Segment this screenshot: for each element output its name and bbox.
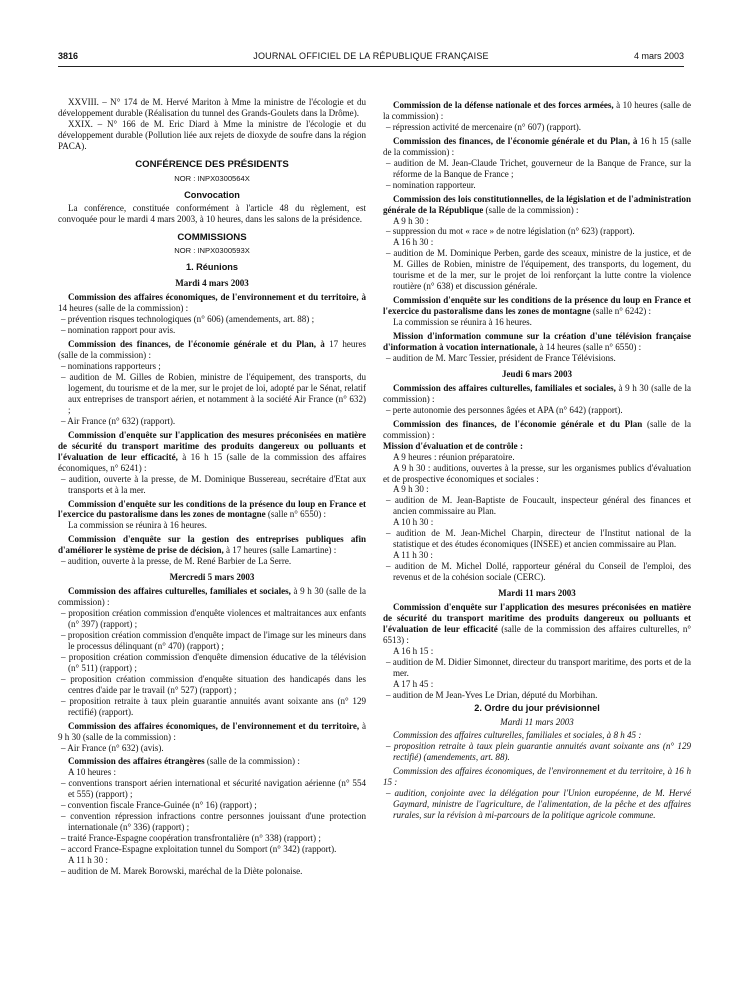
issue-date: 4 mars 2003 [633,51,684,61]
commission-name: Commission des affaires étrangères [68,756,205,767]
agenda-item: – audition, ouverte à la presse, de M. Dominique Bussereau, secrétaire d'Etat aux transports et à la mer. [61,473,366,495]
meeting-day: Mardi 11 mars 2003 [498,588,576,599]
meeting-time: A 17 h 45 : [393,678,434,689]
commission-name: Commission des affaires culturelles, familiales et sociales, [393,382,616,393]
commission-entry: Commission des affaires culturelles, familiales et sociales, à 8 h 45 : [393,730,642,741]
paragraph: La commission se réunira à 16 heures. [393,317,532,328]
commission-name: Commission des affaires économiques, de l'environnement et du territoire, [68,720,360,731]
commission-details: à 17 heures (salle Lamartine) : [223,545,337,556]
commission-entry [383,136,691,158]
agenda-item: – traité France-Espagne coopération transfrontalière (n° 338) (rapport) ; [61,833,321,844]
commission-details: à 9 h 30 (salle de la commission) : [58,586,366,608]
meeting-time: A 10 h 30 : [393,517,434,528]
left-column [58,97,366,877]
right-column [383,97,691,821]
commission-name: Commission d'enquête sur l'application des mesures préconisées en matière de sécurité du transport maritime des produits dangereux ou polluants et l'évaluation de leur efficacité, [58,429,366,462]
agenda-item: – proposition retraite à taux plein guarantie annuités avant soixante ans (n° 129 rectifié) (rapport). [61,695,366,717]
agenda-item: – audition de M. Jean-Michel Charpin, directeur de l'Institut national de la statistique et des études économiques (INSEE) et ancien commissaire au Plan. [386,528,691,550]
commission-name: Commission des affaires culturelles, familiales et sociales, [68,586,291,597]
agenda-item: – nominations rapporteurs ; [61,361,161,372]
agenda-item: – audition de M. Gilles de Robien, ministre de l'équipement, des transports, du logement, du tourisme et de la mer, sur le projet de loi, adopté par le Sénat, relatif aux entreprises de transport aérien, et notamment à la société Air France (n° 632) ; [61,372,366,415]
commission-entry [383,383,691,405]
agenda-item: – audition de M. Jean-Baptiste de Foucault, inspecteur général des finances et ancien commissaire au Plan. [386,495,691,517]
agenda-item: – suppression du mot « race » de notre législation (n° 623) (rapport). [386,226,635,237]
commission-name: Commission d'enquête sur les conditions de la présence du loup en France et l'exercice du pastoralisme dans les zones de montagne [383,295,691,317]
agenda-item: – conventions transport aérien international et sécurité navigation aérienne (n° 554 et 555) (rapport) ; [61,778,366,800]
agenda-item: – répression activité de mercenaire (n° 607) (rapport). [386,121,582,132]
commission-details: (salle de la commission) : [483,204,579,215]
agenda-item: – proposition création commission d'enquête impact de l'image sur les mineurs dans le processus délinquant (n° 470) (rapport) ; [61,629,366,651]
commission-entry [383,295,691,317]
agenda-item: – audition de M. Dominique Perben, garde des sceaux, ministre de la justice, et de M. Gilles de Robien, ministre de l'équipement, des transports, du logement, du tourisme et de la mer, sur le projet de loi renforçant la lutte contre la violence routière (n° 638) et discussion générale. [386,248,691,292]
subsection-heading: Convocation [184,189,240,200]
commission-entry [58,586,366,608]
commission-entry [58,339,366,361]
meeting-day: Mardi 4 mars 2003 [175,278,249,289]
commission-entry [58,499,366,521]
commission-details: (salle n° 6550) : [265,509,327,520]
section-heading: CONFÉRENCE DES PRÉSIDENTS [135,158,289,170]
agenda-item: – audition, conjointe avec la délégation pour l'Union européenne, de M. Hervé Gaymard, ministre de l'agriculture, de l'alimentation, de la pêche et des affaires rurales, sur la révision à mi-parcours de la politique agricole commune. [386,788,691,821]
commission-entry [383,602,691,646]
commission-details: à 10 heures (salle de la commission) : [383,100,691,121]
commission-details: à 14 heures (salle n° 6550) : [537,342,642,353]
commission-details: à 9 h 30 (salle de la commission) : [58,720,366,742]
commission-name: Commission d'enquête sur l'application des mesures préconisées en matière de sécurité du transport maritime des produits dangereux ou polluants et l'évaluation de leur efficacité [383,601,691,634]
agenda-item: – proposition création commission d'enquête violences et maltraitances aux enfants (n° 397) (rapport) ; [61,608,366,630]
commission-name: Commission des finances, de l'économie générale et du Plan [393,418,643,429]
meeting-time: A 9 heures : réunion préparatoire. [393,451,515,462]
section-heading: COMMISSIONS [177,231,247,243]
agenda-item: – Air France (n° 632) (avis). [61,742,164,753]
commission-entry [383,419,691,441]
meeting-day: Jeudi 6 mars 2003 [501,368,573,379]
header-rule [58,66,684,67]
meeting-time: A 9 h 30 : [393,215,429,226]
commission-details: (salle de la commission) : [383,418,691,440]
agenda-item: – proposition retraite à taux plein guarantie annuités avant soixante ans (n° 129 rectifié) (amendements, art. 88). [386,741,691,763]
commission-name: Commission des affaires économiques, de l'environnement et du territoire, à [68,292,366,303]
meeting-day: Mercredi 5 mars 2003 [169,572,255,583]
agenda-item: – prévention risques technologiques (n° 606) (amendements, art. 88) ; [61,314,315,325]
agenda-item: – proposition création commission d'enquête dimension éducative de la télévision (n° 511) (rapport) ; [61,651,366,673]
commission-entry [58,534,366,556]
agenda-item: – audition de M. Michel Dollé, rapporteur général du Conseil de l'emploi, des revenus et de la cohésion sociale (CERC). [386,561,691,583]
commission-entry [383,331,691,353]
meeting-time: A 16 h 30 : [393,237,434,248]
commission-details: 14 heures (salle de la commission) : [58,303,189,314]
commission-name: Commission d'enquête sur les conditions de la présence du loup en France et l'exercice du pastoralisme dans les zones de montagne [58,498,366,520]
meeting-time: A 11 h 30 : [68,855,108,866]
commission-details: (salle de la commission des affaires culturelles, n° 6513) : [383,623,691,645]
agenda-item: – audition de M. Marek Borowski, maréchal de la Diète polonaise. [61,866,303,876]
journal-title: JOURNAL OFFICIEL DE LA RÉPUBLIQUE FRANÇAISE [253,51,489,61]
commission-details: 16 h 15 (salle de la commission) : [383,135,691,157]
agenda-item: – perte autonomie des personnes âgées et APA (n° 642) (rapport). [386,404,623,415]
agenda-item: – nomination rapporteur. [386,179,476,190]
agenda-item: – accord France-Espagne exploitation tunnel du Somport (n° 342) (rapport). [61,844,337,855]
agenda-item: – audition de M. Didier Simonnet, directeur du transport maritime, des ports et de la mer. [386,656,691,678]
commission-entry: Commission des affaires économiques, de l'environnement et du territoire, à 16 h 15 : [383,766,691,788]
commission-entry [58,756,366,767]
agenda-item: – audition de M. Marc Tessier, président de France Télévisions. [386,352,616,363]
commission-name: Commission des finances, de l'économie générale et du Plan, à [393,135,638,146]
commission-entry [383,194,691,216]
paragraph: XXVIII. – N° 174 de M. Hervé Mariton à Mme la ministre de l'écologie et du développement durable (Réalisation du tunnel des Grands-Goulets dans la Drôme). [58,97,366,118]
commission-entry [58,721,366,743]
nor-reference: NOR : INPX0300593X [174,246,250,256]
meeting-time: A 10 heures : [68,767,116,778]
paragraph: La commission se réunira à 16 heures. [68,520,207,531]
meeting-time: A 9 h 30 : auditions, ouvertes à la presse, sur les organismes publics d'évaluation et de prospective économiques et sociales : [383,462,691,484]
commission-details: à 16 h 15 (salle de la commission des affaires économiques, n° 6241) : [58,451,366,473]
meeting-day: Mardi 11 mars 2003 [500,716,574,727]
page-number: 3816 [58,51,79,61]
agenda-item: – Air France (n° 632) (rapport). [61,415,176,426]
paragraph: La conférence, constituée conformément à l'article 48 du règlement, est convoquée pour le mardi 4 mars 2003, à 10 heures, dans les salons de la présidence. [58,202,366,224]
agenda-item: – audition de M Jean-Yves Le Drian, député du Morbihan. [386,689,598,700]
agenda-item: – convention fiscale France-Guinée (n° 16) (rapport) ; [61,800,257,811]
agenda-item: – convention répression infractions contre personnes jouissant d'une protection internationale (n° 336) (rapport) ; [61,811,366,833]
mission-title: Mission d'évaluation et de contrôle : [383,440,523,451]
subsection-heading: 2. Ordre du jour prévisionnel [474,702,600,713]
commission-entry [58,292,366,314]
commission-entry [383,100,691,122]
meeting-time: A 9 h 30 : [393,484,429,495]
commission-details: 17 heures (salle de la commission) : [58,339,366,361]
commission-details: (salle de la commission) : [204,756,300,767]
commission-name: Commission des finances, de l'économie générale et du Plan, à [68,339,325,350]
agenda-item: – audition de M. Jean-Claude Trichet, gouverneur de la Banque de France, sur la réforme de la Banque de France ; [386,157,691,179]
commission-entry [58,430,366,474]
commission-details: (salle n° 6242) : [590,306,652,317]
commission-name: Mission d'information commune sur la création d'une télévision française d'information à vocation internationale, [383,331,691,353]
agenda-item: – nomination rapport pour avis. [61,325,176,336]
agenda-item: – proposition création commission d'enquête situation des handicapés dans les centres d'aide par le travail (n° 527) (rapport) ; [61,673,366,695]
paragraph: XXIX. – N° 166 de M. Eric Diard à Mme la ministre de l'écologie et du développement durable (Pollution liée aux rejets de dioxyde de soufre dans la région PACA). [58,118,366,151]
commission-details: à 9 h 30 (salle de la commission) : [383,382,691,404]
commission-name: Commission d'enquête sur la gestion des entreprises publiques afin d'améliorer le système de prise de décision, [58,534,366,556]
commission-name: Commission des lois constitutionnelles, de la législation et de l'administration générale de la République [383,193,691,215]
meeting-time: A 16 h 15 : [393,645,434,656]
meeting-time: A 11 h 30 : [393,550,433,561]
nor-reference: NOR : INPX0300564X [174,173,250,183]
commission-name: Commission de la défense nationale et des forces armées, [393,100,614,110]
subsection-heading: 1. Réunions [185,262,239,273]
page-header [58,51,684,67]
agenda-item: – audition, ouverte à la presse, de M. René Barbier de La Serre. [61,556,292,567]
